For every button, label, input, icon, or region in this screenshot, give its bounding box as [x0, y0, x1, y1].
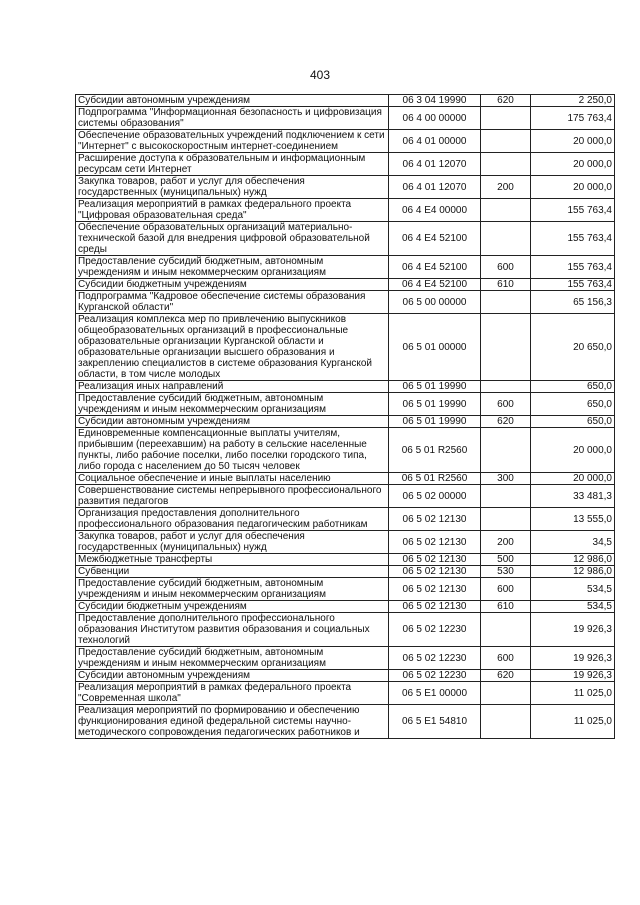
row-expense-type-cell: 500: [481, 554, 531, 566]
table-row: [76, 95, 615, 107]
row-expense-type-cell: [481, 199, 531, 222]
row-name-cell: Подпрограмма "Кадровое обеспечение системы образования Курганской области": [76, 291, 389, 314]
row-name-cell: Предоставление субсидий бюджетным, автономным учреждениям и иным некоммерческим организациям: [76, 393, 389, 416]
row-amount-cell: 11 025,0: [531, 682, 615, 705]
table-row: [76, 222, 615, 256]
row-expense-type-cell: [481, 153, 531, 176]
row-expense-type-cell: [481, 485, 531, 508]
row-expense-type-cell: 600: [481, 647, 531, 670]
table-row: [76, 176, 615, 199]
row-code-cell: 06 5 02 12130: [389, 578, 481, 601]
table-row: [76, 473, 615, 485]
row-code-cell: 06 4 E4 52100: [389, 256, 481, 279]
row-code-cell: 06 5 01 19990: [389, 393, 481, 416]
row-expense-type-cell: 620: [481, 95, 531, 107]
row-amount-cell: 65 156,3: [531, 291, 615, 314]
table-row: [76, 601, 615, 613]
row-name-cell: Расширение доступа к образовательным и информационным ресурсам сети Интернет: [76, 153, 389, 176]
row-expense-type-cell: 200: [481, 531, 531, 554]
row-name-cell: Предоставление субсидий бюджетным, автономным учреждениям и иным некоммерческим организациям: [76, 256, 389, 279]
row-name-cell: Социальное обеспечение и иные выплаты населению: [76, 473, 389, 485]
table-row: [76, 256, 615, 279]
row-name-cell: Субсидии автономным учреждениям: [76, 670, 389, 682]
row-code-cell: 06 3 04 19990: [389, 95, 481, 107]
row-code-cell: 06 4 00 00000: [389, 107, 481, 130]
row-name-cell: Предоставление субсидий бюджетным, автономным учреждениям и иным некоммерческим организациям: [76, 647, 389, 670]
row-expense-type-cell: 620: [481, 670, 531, 682]
table-row: [76, 153, 615, 176]
table-row: [76, 682, 615, 705]
row-amount-cell: 12 986,0: [531, 554, 615, 566]
row-name-cell: Реализация иных направлений: [76, 381, 389, 393]
table-row: [76, 130, 615, 153]
table-row: [76, 279, 615, 291]
row-expense-type-cell: 620: [481, 416, 531, 428]
table-row: [76, 613, 615, 647]
row-code-cell: 06 5 00 00000: [389, 291, 481, 314]
row-code-cell: 06 5 E1 00000: [389, 682, 481, 705]
row-amount-cell: 155 763,4: [531, 222, 615, 256]
row-name-cell: Обеспечение образовательных организаций материально-технической базой для внедрения цифровой образовательной среды: [76, 222, 389, 256]
row-name-cell: Субсидии бюджетным учреждениям: [76, 279, 389, 291]
row-amount-cell: 650,0: [531, 381, 615, 393]
table-row: [76, 705, 615, 739]
row-expense-type-cell: [481, 381, 531, 393]
row-code-cell: 06 5 01 19990: [389, 381, 481, 393]
table-row: [76, 381, 615, 393]
row-code-cell: 06 5 02 12230: [389, 647, 481, 670]
row-amount-cell: 12 986,0: [531, 566, 615, 578]
row-expense-type-cell: [481, 130, 531, 153]
table-row: [76, 393, 615, 416]
row-name-cell: Закупка товаров, работ и услуг для обеспечения государственных (муниципальных) нужд: [76, 176, 389, 199]
row-name-cell: Субсидии бюджетным учреждениям: [76, 601, 389, 613]
table-row: [76, 578, 615, 601]
row-code-cell: 06 4 E4 00000: [389, 199, 481, 222]
row-name-cell: Организация предоставления дополнительного профессионального образования педагогическим работникам: [76, 508, 389, 531]
row-code-cell: 06 4 01 12070: [389, 176, 481, 199]
row-amount-cell: 33 481,3: [531, 485, 615, 508]
row-name-cell: Предоставление субсидий бюджетным, автономным учреждениям и иным некоммерческим организациям: [76, 578, 389, 601]
row-amount-cell: 155 763,4: [531, 279, 615, 291]
row-expense-type-cell: 600: [481, 578, 531, 601]
budget-table: [75, 94, 615, 739]
row-code-cell: 06 5 02 12130: [389, 508, 481, 531]
row-code-cell: 06 5 01 R2560: [389, 428, 481, 473]
table-row: [76, 647, 615, 670]
row-expense-type-cell: [481, 314, 531, 381]
row-amount-cell: 11 025,0: [531, 705, 615, 739]
row-amount-cell: 534,5: [531, 601, 615, 613]
table-row: [76, 428, 615, 473]
row-expense-type-cell: [481, 107, 531, 130]
row-code-cell: 06 5 02 12130: [389, 531, 481, 554]
row-name-cell: Совершенствование системы непрерывного профессионального развития педагогов: [76, 485, 389, 508]
row-name-cell: Субвенции: [76, 566, 389, 578]
row-code-cell: 06 4 01 12070: [389, 153, 481, 176]
row-code-cell: 06 5 02 12130: [389, 566, 481, 578]
page-number: 403: [309, 68, 331, 82]
row-amount-cell: 20 000,0: [531, 176, 615, 199]
row-code-cell: 06 5 02 12230: [389, 670, 481, 682]
table-row: [76, 199, 615, 222]
row-amount-cell: 34,5: [531, 531, 615, 554]
row-name-cell: Подпрограмма "Информационная безопасность и цифровизация системы образования": [76, 107, 389, 130]
row-name-cell: Обеспечение образовательных учреждений подключением к сети "Интернет" с высокоскоростным интернет-соединением: [76, 130, 389, 153]
row-amount-cell: 650,0: [531, 416, 615, 428]
row-expense-type-cell: 600: [481, 393, 531, 416]
table-row: [76, 566, 615, 578]
row-amount-cell: 20 000,0: [531, 428, 615, 473]
row-amount-cell: 20 000,0: [531, 130, 615, 153]
row-name-cell: Межбюджетные трансферты: [76, 554, 389, 566]
row-code-cell: 06 5 01 R2560: [389, 473, 481, 485]
row-amount-cell: 155 763,4: [531, 256, 615, 279]
row-code-cell: 06 5 02 12130: [389, 554, 481, 566]
row-name-cell: Единовременные компенсационные выплаты учителям, прибывшим (переехавшим) на работу в сельские населенные пункты, либо рабочие поселки, либо поселки городского типа, либо города с населением до 50 тысяч человек: [76, 428, 389, 473]
table-row: [76, 107, 615, 130]
table-row: [76, 670, 615, 682]
row-name-cell: Реализация мероприятий в рамках федерального проекта "Цифровая образовательная среда": [76, 199, 389, 222]
table-row: [76, 531, 615, 554]
row-name-cell: Реализация мероприятий по формированию и обеспечению функционирования единой федеральной системы научно-методического сопровождения педагогических работников и: [76, 705, 389, 739]
row-code-cell: 06 4 E4 52100: [389, 279, 481, 291]
table-row: [76, 508, 615, 531]
row-name-cell: Субсидии автономным учреждениям: [76, 416, 389, 428]
row-amount-cell: 20 650,0: [531, 314, 615, 381]
row-expense-type-cell: [481, 291, 531, 314]
table-row: [76, 485, 615, 508]
row-expense-type-cell: [481, 682, 531, 705]
row-amount-cell: 19 926,3: [531, 670, 615, 682]
row-expense-type-cell: [481, 705, 531, 739]
row-code-cell: 06 5 02 12130: [389, 601, 481, 613]
row-expense-type-cell: 200: [481, 176, 531, 199]
row-expense-type-cell: [481, 508, 531, 531]
row-amount-cell: 19 926,3: [531, 613, 615, 647]
row-expense-type-cell: [481, 428, 531, 473]
row-code-cell: 06 5 02 12230: [389, 613, 481, 647]
row-name-cell: Реализация мероприятий в рамках федерального проекта "Современная школа": [76, 682, 389, 705]
table-row: [76, 416, 615, 428]
row-amount-cell: 155 763,4: [531, 199, 615, 222]
row-amount-cell: 534,5: [531, 578, 615, 601]
row-amount-cell: 2 250,0: [531, 95, 615, 107]
row-code-cell: 06 5 01 00000: [389, 314, 481, 381]
table-row: [76, 554, 615, 566]
row-expense-type-cell: 530: [481, 566, 531, 578]
table-row: [76, 314, 615, 381]
row-amount-cell: 13 555,0: [531, 508, 615, 531]
row-expense-type-cell: [481, 222, 531, 256]
row-code-cell: 06 5 E1 54810: [389, 705, 481, 739]
row-expense-type-cell: [481, 613, 531, 647]
row-amount-cell: 175 763,4: [531, 107, 615, 130]
row-expense-type-cell: 300: [481, 473, 531, 485]
row-name-cell: Реализация комплекса мер по привлечению выпускников общеобразовательных организаций в профессиональные образовательные организации Курганской области и образовательные организации высшего образования и закреплению специалистов в системе образования Курганской области, в том числе молодых: [76, 314, 389, 381]
row-expense-type-cell: 610: [481, 601, 531, 613]
row-code-cell: 06 5 01 19990: [389, 416, 481, 428]
row-name-cell: Предоставление дополнительного профессионального образования Институтом развития образования и социальных технологий: [76, 613, 389, 647]
row-name-cell: Закупка товаров, работ и услуг для обеспечения государственных (муниципальных) нужд: [76, 531, 389, 554]
row-amount-cell: 19 926,3: [531, 647, 615, 670]
row-code-cell: 06 5 02 00000: [389, 485, 481, 508]
row-code-cell: 06 4 E4 52100: [389, 222, 481, 256]
row-code-cell: 06 4 01 00000: [389, 130, 481, 153]
row-expense-type-cell: 610: [481, 279, 531, 291]
row-amount-cell: 650,0: [531, 393, 615, 416]
row-name-cell: Субсидии автономным учреждениям: [76, 95, 389, 107]
row-amount-cell: 20 000,0: [531, 153, 615, 176]
row-amount-cell: 20 000,0: [531, 473, 615, 485]
table-row: [76, 291, 615, 314]
row-expense-type-cell: 600: [481, 256, 531, 279]
